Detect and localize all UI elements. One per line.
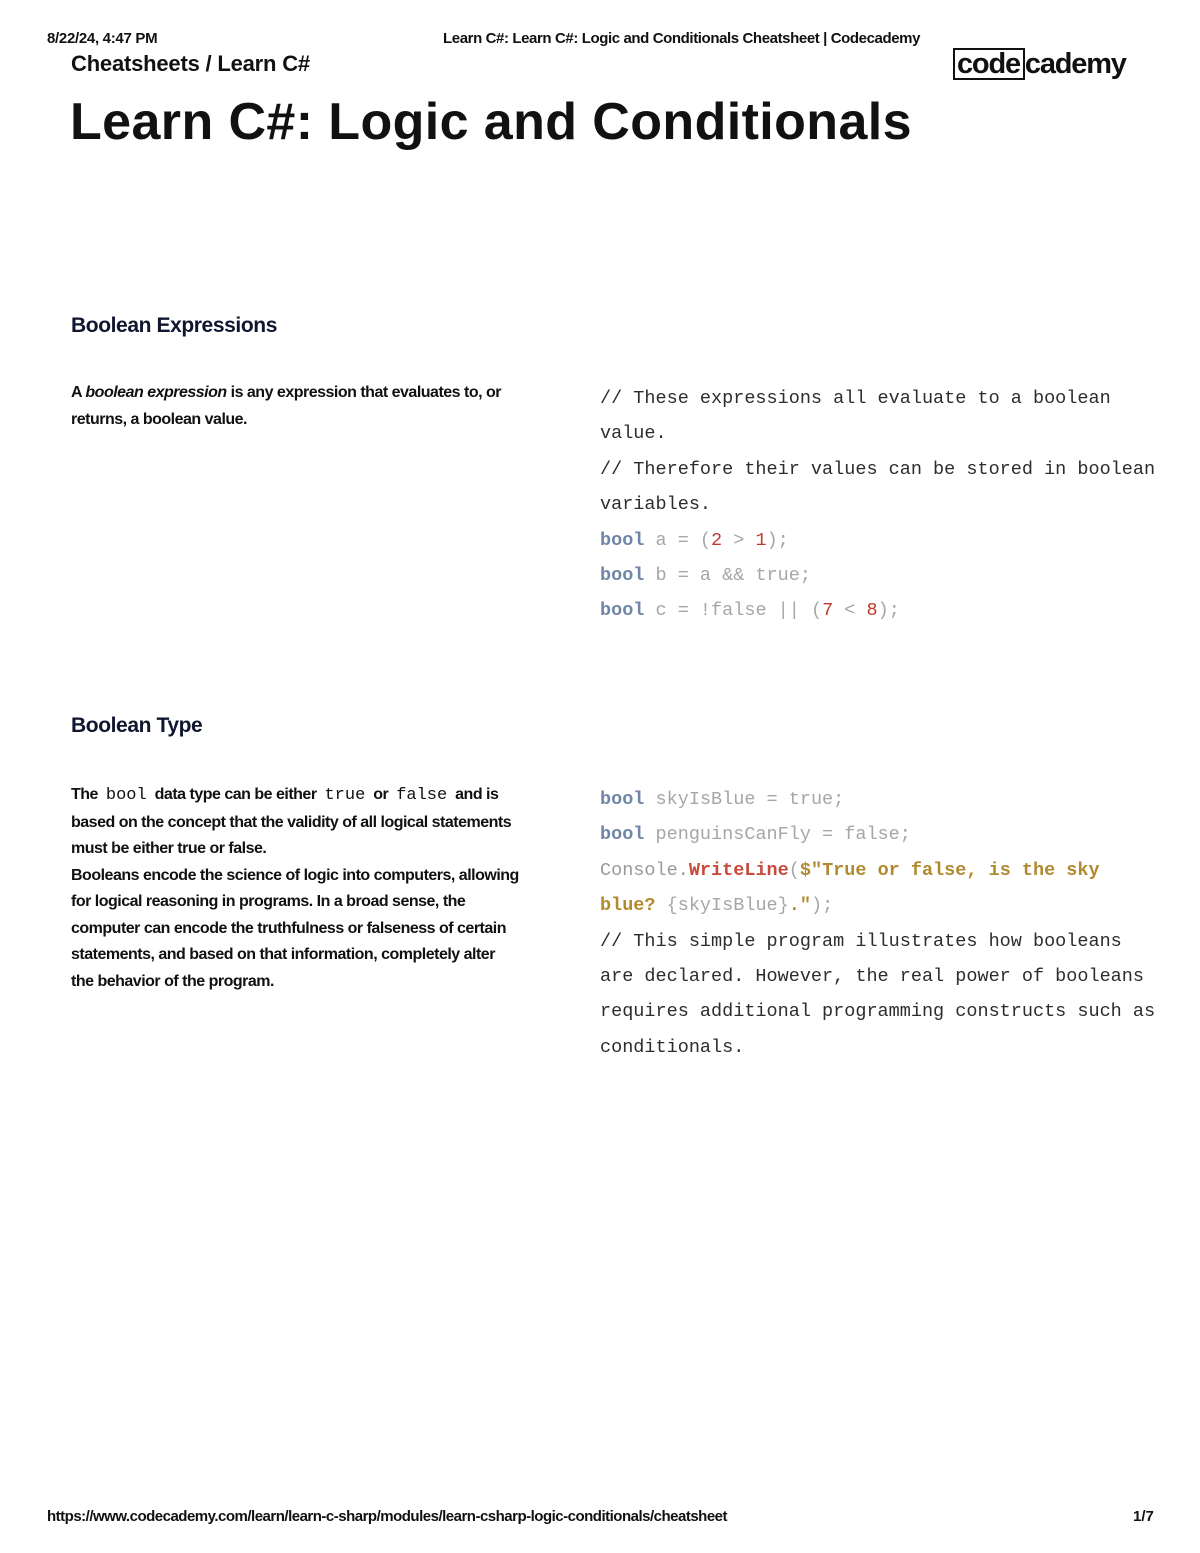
- print-date: 8/22/24, 4:47 PM: [47, 30, 158, 47]
- code-token: 7: [822, 600, 834, 622]
- code-block-boolean-expressions: [600, 381, 1167, 629]
- code-token: c = !false || (: [644, 600, 823, 622]
- description-paragraph: Booleans encode the science of logic into computers, allowing for logical reasoning in programs. In a broad sense, the computer can encode the truthfulness or falseness of certain statements, and based on that information, completely alter the behavior of the program.: [71, 866, 519, 990]
- section-heading-boolean-type: Boolean Type: [71, 714, 203, 737]
- code-token: b = a && true;: [644, 565, 811, 587]
- code-token: // This simple program illustrates how booleans are declared. However, the real power of booleans requires additional programming constructs such as conditionals.: [600, 930, 1167, 1058]
- code-token: );: [810, 895, 834, 917]
- code-token: .": [788, 895, 811, 917]
- code-token: skyIsBlue = true;: [644, 789, 845, 810]
- print-url: https://www.codecademy.com/learn/learn-c-sharp/modules/learn-csharp-logic-conditionals/cheatsheet: [47, 1508, 728, 1525]
- section-description-boolean-expressions: A boolean expression is any expression that evaluates to, or returns, a boolean value.: [71, 384, 501, 428]
- code-token: bool: [600, 565, 645, 587]
- code-token: 1: [755, 529, 767, 551]
- code-token: 8: [866, 600, 878, 622]
- code-token: >: [722, 529, 756, 551]
- section-description-boolean-type: [71, 782, 521, 995]
- code-block-boolean-type: [600, 782, 1167, 1065]
- code-token: Console.: [600, 859, 689, 881]
- logo-boxed-text: code: [953, 48, 1025, 80]
- code-line: [600, 924, 1167, 1066]
- code-line: [600, 452, 1167, 523]
- description-paragraph: The bool data type can be either true or false and is based on the concept that the validity of all logical statements must be either true or false.: [71, 786, 512, 857]
- code-token: WriteLine: [688, 859, 789, 881]
- section-heading-boolean-expressions: Boolean Expressions: [71, 314, 277, 337]
- code-line: [600, 817, 1160, 852]
- code-token: $"True or false, is the sky blue?: [600, 859, 1111, 917]
- codecademy-logo[interactable]: [953, 47, 1126, 81]
- code-line: [600, 782, 1160, 817]
- code-token: a = (: [644, 529, 712, 551]
- code-token: penguinsCanFly = false;: [644, 824, 911, 846]
- code-token: {skyIsBlue}: [666, 895, 789, 917]
- print-doc-title: Learn C#: Learn C#: Logic and Conditionals Cheatsheet | Codecademy: [443, 30, 921, 47]
- code-token: bool: [600, 529, 645, 551]
- code-token: (: [788, 859, 800, 881]
- code-token: bool: [600, 600, 645, 622]
- code-token: bool: [600, 824, 645, 846]
- code-line: [600, 853, 1160, 924]
- code-token: 2: [711, 529, 723, 551]
- page-title: Learn C#: Logic and Conditionals: [70, 93, 912, 151]
- code-token: bool: [600, 789, 645, 810]
- code-token: // Therefore their values can be stored in boolean variables.: [600, 458, 1167, 516]
- logo-rest-text: cademy: [1024, 48, 1126, 80]
- print-page-number: 1/7: [1133, 1508, 1154, 1525]
- code-token: );: [766, 529, 789, 551]
- breadcrumb[interactable]: Cheatsheets / Learn C#: [71, 51, 310, 76]
- code-token: );: [877, 600, 900, 622]
- code-line: [600, 558, 1160, 593]
- code-line: [600, 593, 1160, 628]
- code-token: <: [833, 600, 867, 622]
- code-token: // These expressions all evaluate to a boolean value.: [600, 388, 1122, 445]
- code-line: [600, 381, 1160, 452]
- code-line: [600, 523, 1160, 558]
